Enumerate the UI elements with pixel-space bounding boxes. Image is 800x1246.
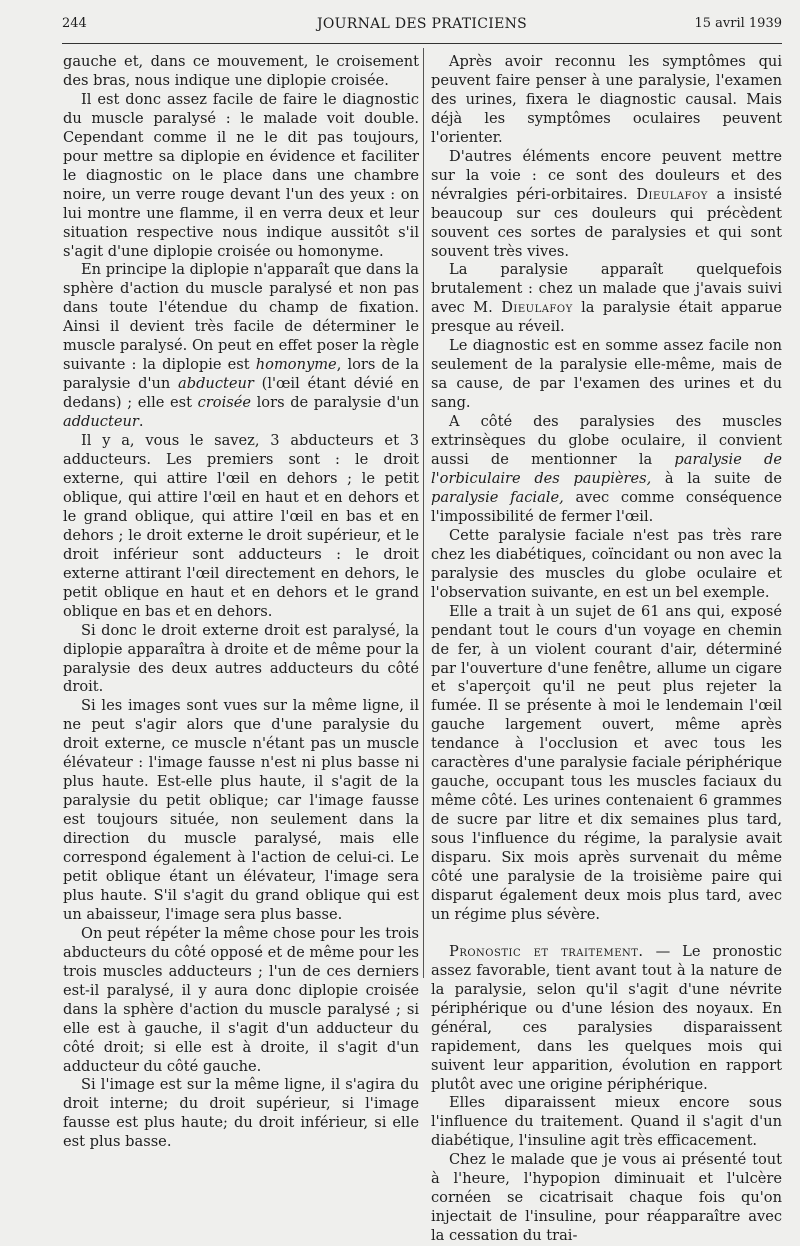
paragraph: Après avoir reconnu les symptômes qui peuvent faire penser à une paralysie, l'examen des urines, fixera le diagnostic causal. Mais déjà les symptômes oculaires peuvent l'orienter. (431, 53, 782, 146)
italic-term: paralysie de l'orbiculaire des paupières, (431, 451, 782, 487)
text-run: D'autres éléments encore peuvent mettre sur la voie : ce sont des douleurs et des névralgies péri-orbitaires. (431, 147, 782, 203)
paragraph: Si donc le droit externe droit est paralysé, la diplopie apparaîtra à droite et de même pour la paralysie des deux autres adducteurs du côté droit. (63, 621, 419, 696)
italic-term: adducteur (63, 413, 139, 431)
paragraph (63, 261, 419, 432)
text-run: . (138, 413, 144, 431)
left-column (63, 53, 419, 1152)
italic-term: croisée (197, 394, 252, 412)
paragraph: Si l'image est sur la même ligne, il s'agira du droit interne; du droit supérieur, si l'image fausse est plus haute; du droit inférieur, si elle est plus basse. (63, 1076, 419, 1151)
paragraph (431, 148, 782, 262)
paragraph (431, 413, 782, 527)
paragraph: Elles diparaissent mieux encore sous l'influence du traitement. Quand il s'agit d'un diabétique, l'insuline agit très efficacement. (431, 1094, 782, 1150)
text-run: (l'œil étant dévié en dedans) ; elle est (63, 375, 419, 412)
text-run: — Le pronostic assez favorable, tient avant tout à la nature de la paralysie, selon qu'il s'agit d'une névrite périphérique ou d'une lésion des noyaux. En général, ces paralysies disparaissent rapidement, dans les quelques mois qui suivent leur apparition, évolution en rapport plutôt avec une origine périphérique. (431, 942, 783, 1093)
text-run: La paralysie apparaît quelquefois brutalement : chez un malade que j'avais suivi avec M. (431, 261, 782, 317)
paragraph: Le diagnostic est en somme assez facile non seulement de la paralysie elle-même, mais de sa cause, de par l'examen des urines et du sang. (431, 337, 782, 412)
right-column (431, 53, 782, 1246)
section-heading: Pronostic et traitement. (449, 942, 644, 960)
paragraph: Chez le malade que je vous ai présenté tout à l'heure, l'hypopion diminuait et l'ulcère cornéen se cicatrisait chaque fois qu'on injectait de l'insuline, pour réapparaître avec la cessation du trai- (431, 1151, 782, 1245)
text-run: , lors de la paralysie d'un (63, 356, 419, 393)
paragraph: gauche et, dans ce mouvement, le croisement des bras, nous indique une diplopie croisée. (63, 53, 419, 89)
text-run: a insisté beaucoup sur ces douleurs qui précèdent souvent ces sortes de paralysies et qui sont souvent très vives. (431, 185, 782, 260)
journal-title: JOURNAL DES PRATICIENS (316, 16, 528, 32)
text-run: la paralysie était apparue presque au réveil. (431, 299, 782, 336)
text-run: avec comme conséquence l'impossibilité de fermer l'œil. (431, 488, 782, 525)
page-header (62, 14, 782, 38)
author-name: Dieulafoy (501, 299, 573, 317)
paragraph: Il est donc assez facile de faire le diagnostic du muscle paralysé : le malade voit double. Cependant comme il ne le dit pas toujours, pour mettre sa diplopie en évidence et faciliter le diagnostic on le place dans une chambre noire, un verre rouge devant l'un des yeux : on lui montre une flamme, il en verra deux et leur situation respective nous indique aussitôt s'il s'agit d'une diplopie croisée ou homonyme. (63, 90, 419, 260)
italic-term: homonyme (255, 356, 337, 374)
italic-term: abducteur (178, 375, 254, 393)
paragraph: On peut répéter la même chose pour les trois abducteurs du côté opposé et de même pour les trois muscles adducteurs ; l'un de ces derniers est-il paralysé, il y aura donc diplopie croisée dans la sphère d'action du muscle paralysé ; si elle est à gauche, il s'agit d'un adducteur du côté droit; si elle est à droite, il s'agit d'un adducteur du côté gauche. (63, 924, 419, 1075)
paragraph (431, 943, 782, 1095)
text-run: A côté des paralysies des muscles extrinsèques du globe oculaire, il convient aussi de mentionner la (431, 413, 782, 469)
page-number: 244 (62, 16, 87, 31)
paragraph (431, 261, 782, 337)
text-run: lors de paralysie d'un (251, 394, 419, 412)
text-run: à la suite de (651, 469, 782, 487)
italic-term: paralysie faciale, (431, 488, 564, 506)
header-rule (62, 43, 782, 44)
paragraph: Cette paralysie faciale n'est pas très rare chez les diabétiques, coïncidant ou non avec la paralysie des muscles du globe oculaire et l'observation suivante, en est un bel exemple. (431, 526, 782, 601)
column-divider (423, 48, 424, 978)
paragraph: Elle a trait à un sujet de 61 ans qui, exposé pendant tout le cours d'un voyage en chemin de fer, à un violent courant d'air, déterminé par l'ouverture d'une fenêtre, allume un cigare et s'aperçoit qu'il ne peut plus rejeter la fumée. Il se présente à moi le lendemain l'œil gauche largement ouvert, même après tendance à l'occlusion et avec tous les caractères d'une paralysie faciale périphérique gauche, occupant tous les muscles faciaux du même côté. Les urines contenaient 6 grammes de sucre par litre et dix semaines plus tard, sous l'influence du régime, la paralysie avait disparu. Six mois après survenait du même côté une paralysie de la troisième paire qui disparut également deux mois plus tard, avec un régime plus sévère. (431, 602, 782, 923)
author-name: Dieulafoy (636, 185, 708, 203)
paragraph: Si les images sont vues sur la même ligne, il ne peut s'agir alors que d'une paralysie du droit externe, ce muscle n'étant pas un muscle élévateur : l'image fausse n'est ni plus basse ni plus haute. Est-elle plus haute, il s'agit de la paralysie du petit oblique; car l'image fausse est toujours située, non seulement dans la direction du muscle paralysé, mais elle correspond également à l'action de celui-ci. Le petit oblique étant un élévateur, l'image sera plus haute. S'il s'agit du grand oblique qui est un abaisseur, l'image sera plus basse. (63, 697, 419, 923)
paragraph: Il y a, vous le savez, 3 abducteurs et 3 adducteurs. Les premiers sont : le droit externe, qui attire l'œil en dehors ; le petit oblique, qui attire l'œil en haut et en dehors et le grand oblique, qui attire l'œil en bas et en dehors ; le droit externe le droit supérieur, et le droit inférieur sont adducteurs : le droit externe attirant l'œil directement en dehors, le petit oblique en haut et en dehors et le grand oblique en bas et en dehors. (63, 432, 419, 620)
text-run: En principe la diplopie n'apparaît que dans la sphère d'action du muscle paralysé et non pas dans toute l'étendue du champ de fixation. Ainsi il devient très facile de déterminer le muscle paralysé. On peut en effet poser la règle suivante : la diplopie est (63, 261, 419, 374)
issue-date: 15 avril 1939 (694, 16, 782, 31)
